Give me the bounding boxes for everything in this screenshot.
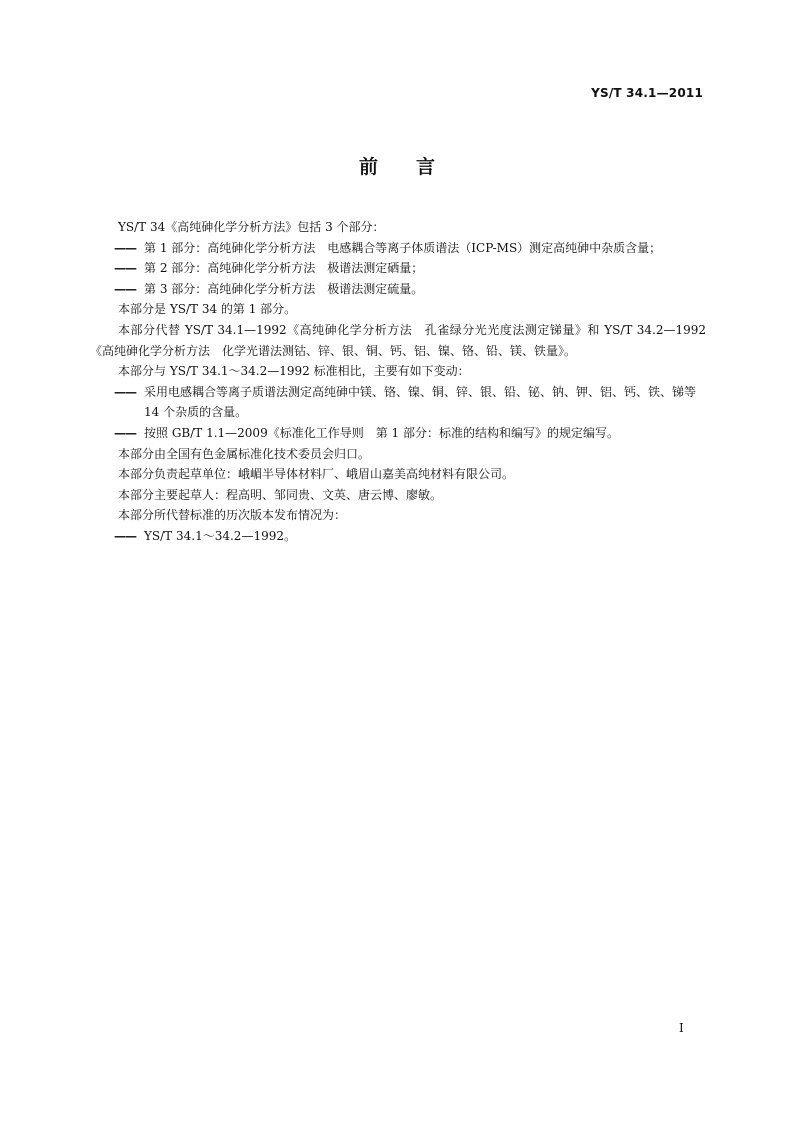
dash-marker: —— <box>114 425 136 440</box>
paragraph-text: 本部分主要起草人：程高明、邹同贵、文英、唐云博、廖敏。 <box>118 487 443 502</box>
paragraph-text: 本部分由全国有色金属标准化技术委员会归口。 <box>118 446 371 461</box>
paragraph <box>90 217 706 238</box>
dash-marker: —— <box>114 261 136 276</box>
paragraph <box>90 361 706 382</box>
paragraph-text: 本部分所代替标准的历次版本发布情况为： <box>118 508 347 523</box>
paragraph-text: 本部分代替 YS/T 34.1—1992《高纯砷化学分析方法 孔雀绿分光光度法测定锑量》和 YS/T 34.2—1992《高纯砷化学分析方法 化学光谱法测钴、锌、银、铜、钙、铝、镍、铬、铅、镁、铁量》。 <box>90 322 706 358</box>
list-item <box>90 382 706 423</box>
dash-marker: —— <box>114 384 136 399</box>
paragraph-text: 本部分负责起草单位：峨嵋半导体材料厂、峨眉山嘉美高纯材料有限公司。 <box>118 467 515 482</box>
list-item-text: 第 2 部分：高纯砷化学分析方法 极谱法测定硒量； <box>144 261 424 276</box>
list-item <box>90 279 706 300</box>
list-item-text: 第 3 部分：高纯砷化学分析方法 极谱法测定硫量。 <box>144 281 424 296</box>
page-title: 前言 <box>358 156 473 178</box>
paragraph <box>90 505 706 526</box>
list-item-text: 第 1 部分：高纯砷化学分析方法 电感耦合等离子体质谱法（ICP-MS）测定高纯砷中杂质含量； <box>144 240 662 255</box>
dash-marker: —— <box>114 281 136 296</box>
paragraph-text: YS/T 34《高纯砷化学分析方法》包括 3 个部分： <box>118 220 385 234</box>
dash-marker: —— <box>114 240 136 255</box>
paragraph-text: 本部分是 YS/T 34 的第 1 部分。 <box>118 302 297 317</box>
list-item <box>90 526 706 547</box>
page-number: I <box>679 1021 684 1035</box>
list-item-text: 采用电感耦合等离子质谱法测定高纯砷中镁、铬、镍、铜、锌、银、铅、铋、钠、钾、铝、钙、铁、锑等 14 个杂质的含量。 <box>144 384 697 420</box>
paragraph <box>90 485 706 506</box>
paragraph <box>90 299 706 320</box>
standard-code-header: YS/T 34.1—2011 <box>591 86 703 100</box>
list-item <box>90 423 706 444</box>
preface-body <box>90 217 706 547</box>
list-item-text: 按照 GB/T 1.1—2009《标准化工作导则 第 1 部分：标准的结构和编写》的规定编写。 <box>144 425 619 440</box>
list-item-text: YS/T 34.1～34.2—1992。 <box>144 528 296 543</box>
paragraph <box>90 320 706 361</box>
paragraph <box>90 444 706 465</box>
paragraph <box>90 464 706 485</box>
list-item <box>90 258 706 279</box>
dash-marker: —— <box>114 528 136 543</box>
paragraph-text: 本部分与 YS/T 34.1～34.2—1992 标准相比，主要有如下变动： <box>118 364 470 379</box>
list-item <box>90 238 706 259</box>
